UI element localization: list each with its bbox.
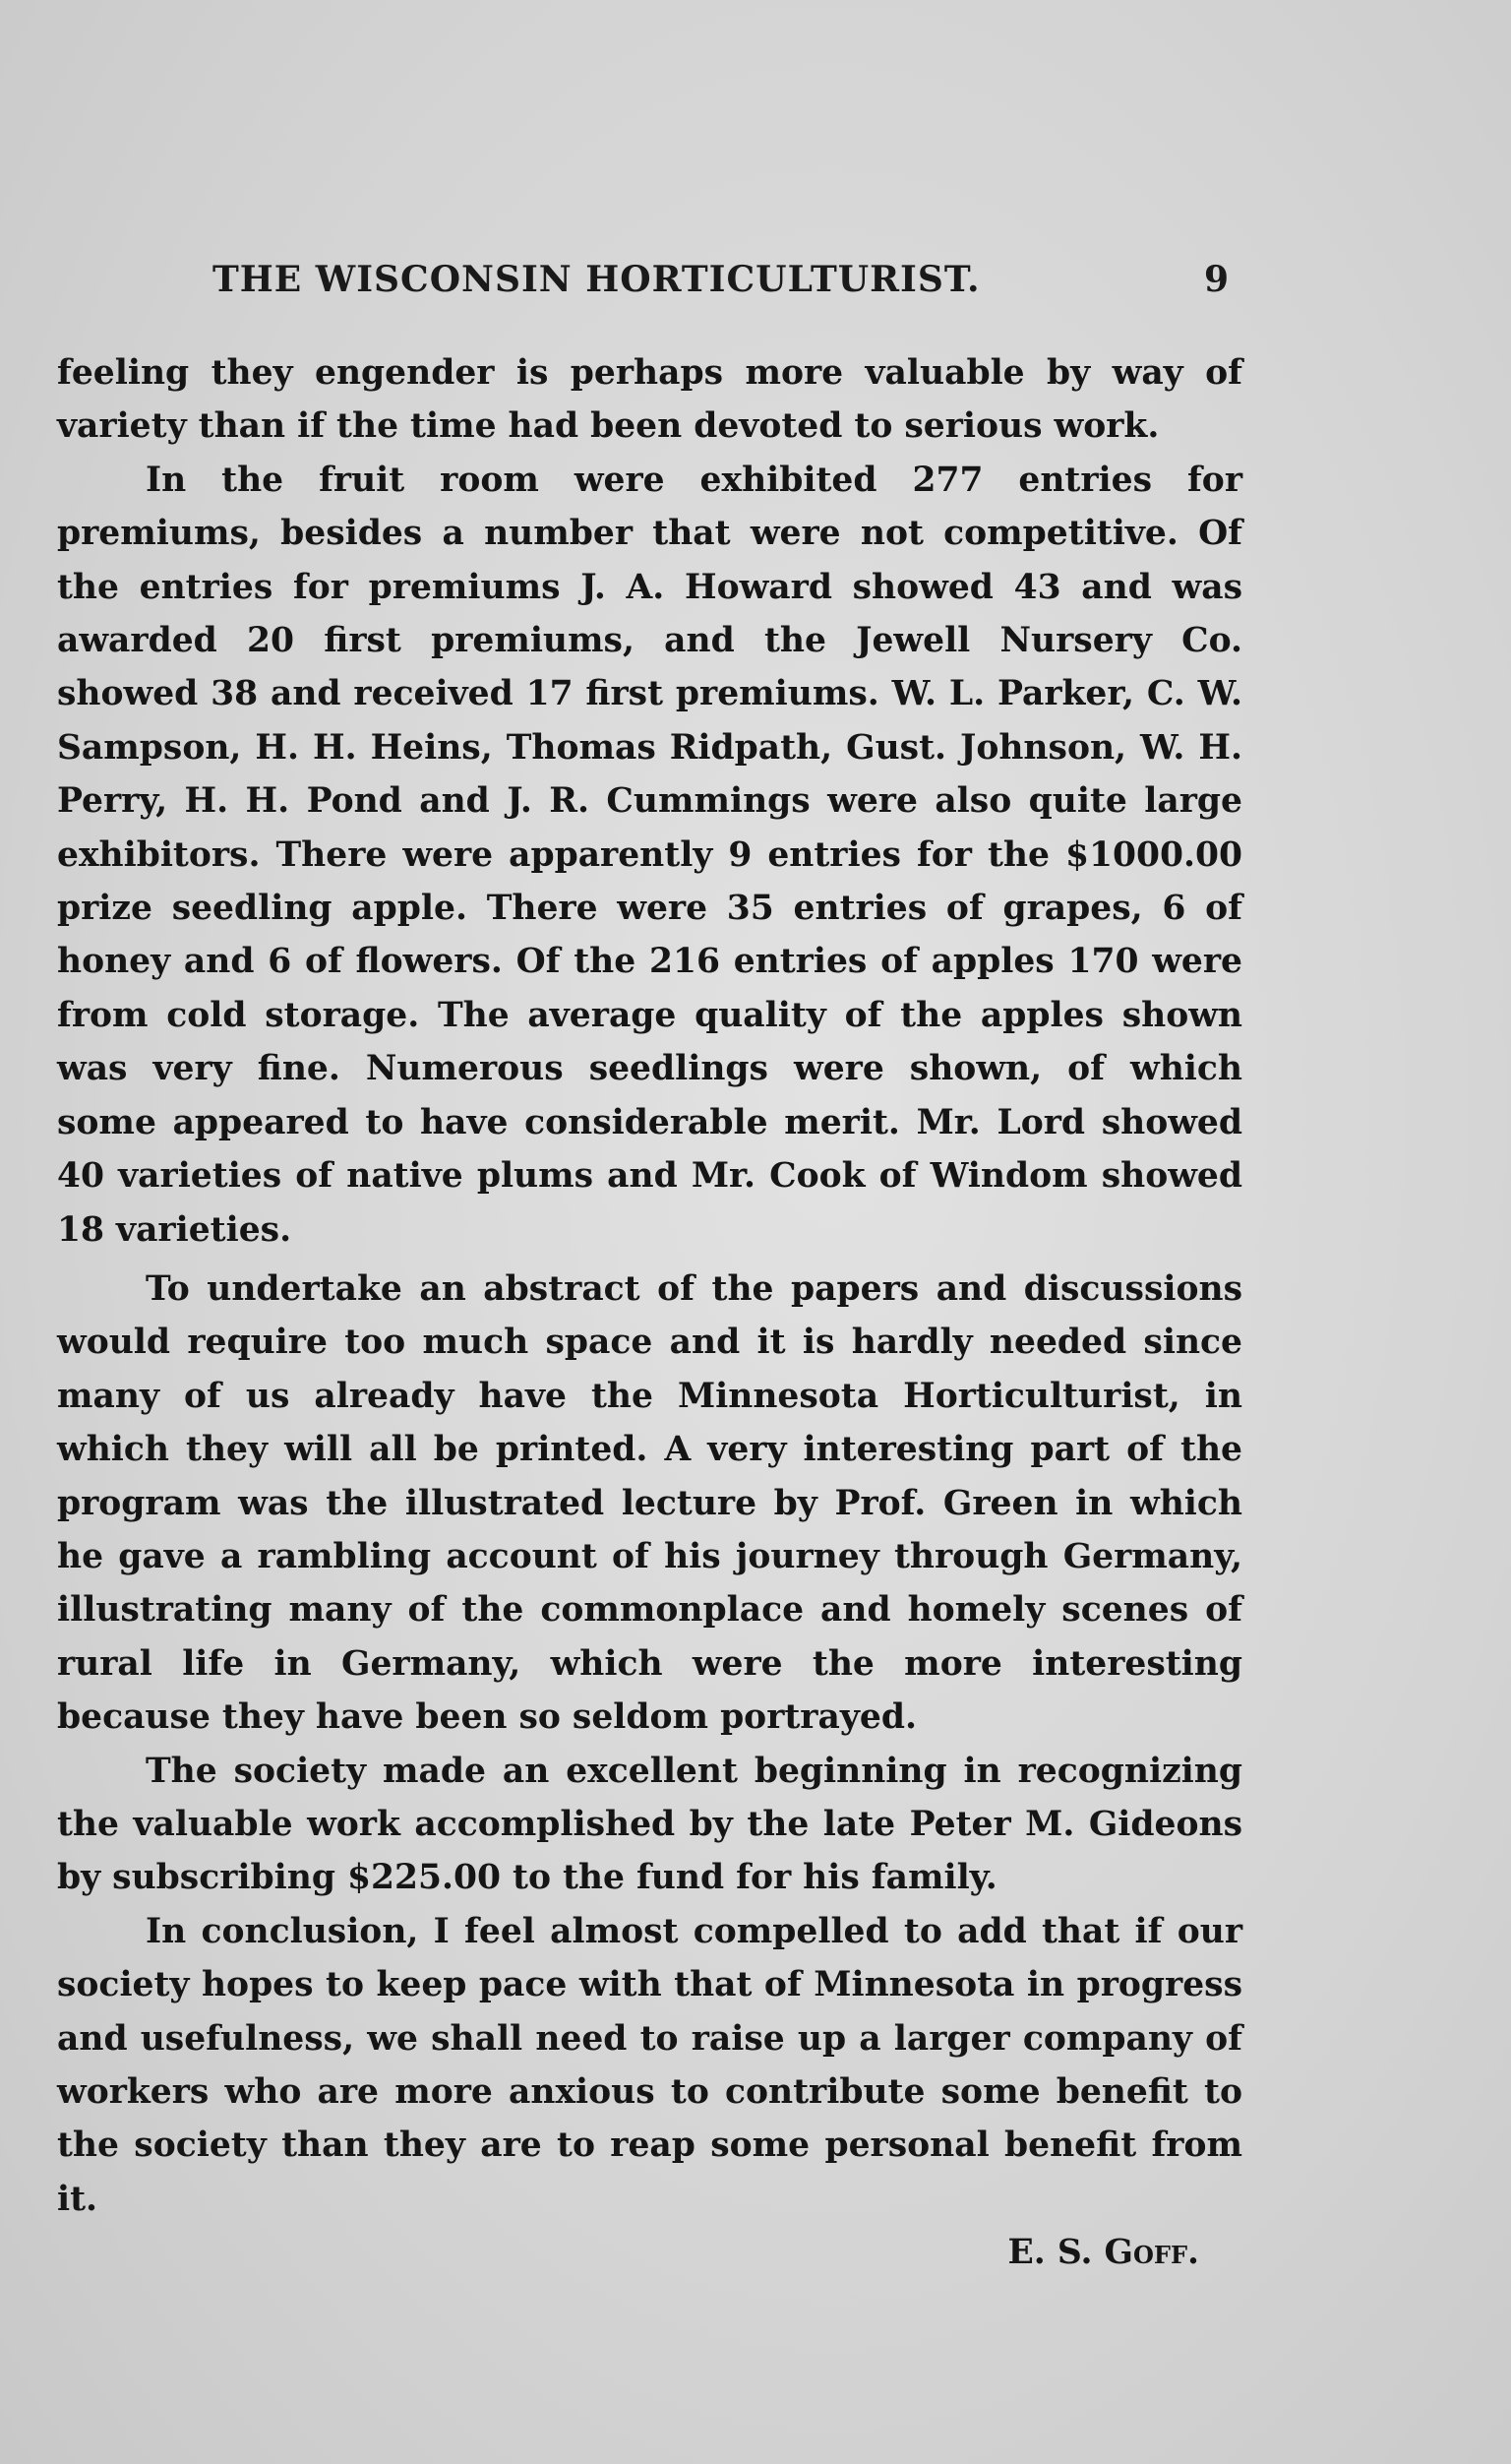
article-body (57, 346, 1242, 2280)
page-number: 9 (1203, 259, 1230, 300)
paragraph-2: In the fruit room were exhibited 277 entries for premiums, besides a number that were not competitive. Of the entries for premiums J. A. Howard showed 43 and was awarded 20 first premiums, and the Jewell Nursery Co. showed 38 and received 17 first premiums. W. L. Parker, C. W. Sampson, H. H. Heins, Thomas Ridpath, Gust. Johnson, W. H. Perry, H. H. Pond and J. R. Cummings were also quite large exhibitors. There were apparently 9 entries for the $1000.00 prize seedling apple. There were 35 entries of grapes, 6 of honey and 6 of flowers. Of the 216 entries of apples 170 were from cold storage. The average quality of the apples shown was very fine. Numerous seedlings were shown, of which some appeared to have considerable merit. Mr. Lord showed 40 varieties of native plums and Mr. Cook of Windom showed 18 varieties. (57, 460, 1242, 1250)
paragraph-4: The society made an excellent beginning in recognizing the valuable work accomplished by the late Peter M. Gideons by subscribing $225.00 to the fund for his family. (57, 1751, 1242, 1898)
author-signature: E. S. Goff. (1007, 2233, 1199, 2273)
paragraph-1: feeling they engender is perhaps more valuable by way of variety than if the time had been devoted to serious work. (57, 353, 1242, 447)
journal-title: THE WISCONSIN HORTICULTURIST. (212, 259, 981, 300)
signoff-line (57, 2226, 1242, 2279)
signoff-spacer (57, 2226, 1008, 2279)
paragraph-3: To undertake an abstract of the papers and discussions would require too much space and it is hardly needed since many of us already have the Minnesota Horticulturist, in which they will all be printed. A very interesting part of the program was the illustrated lecture by Prof. Green in which he gave a rambling account of his journey through Germany, illustrating many of the commonplace and homely scenes of rural life in Germany, which were the more interesting because they have been so seldom portrayed. (57, 1268, 1242, 1738)
paragraph-5: In conclusion, I feel almost compelled to add that if our society hopes to keep pace with that of Minnesota in progress and usefulness, we shall need to raise up a larger company of workers who are more anxious to contribute some benefit to the society than they are to reap some personal benefit from it. (57, 1911, 1242, 2219)
running-head (212, 259, 1230, 308)
